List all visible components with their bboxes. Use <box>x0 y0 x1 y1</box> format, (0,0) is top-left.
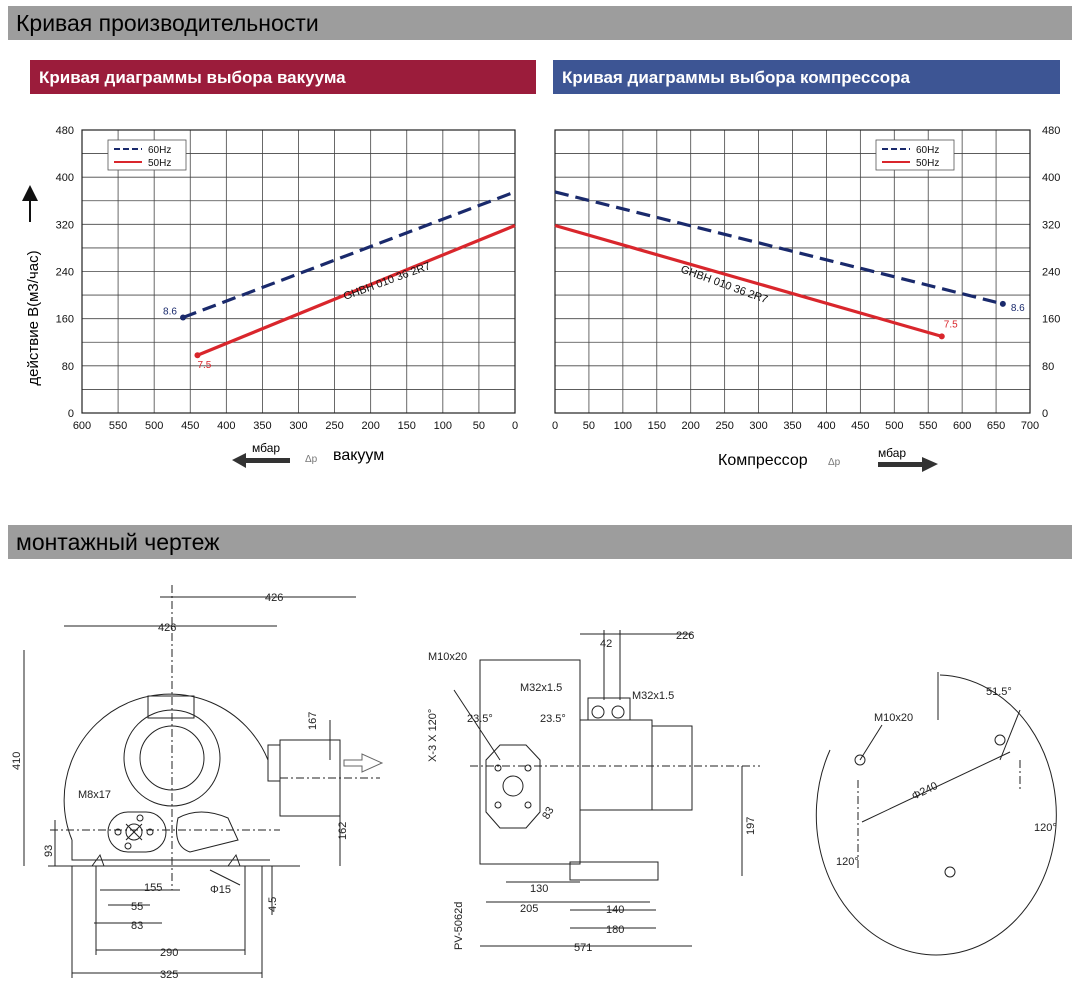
compressor-chart-title: Кривая диаграммы выбора компрессора <box>562 68 910 87</box>
compressor-x-tick: 600 <box>952 420 972 432</box>
front-dim-2: 426 <box>158 622 177 634</box>
vacuum-x-tick: 450 <box>181 420 200 432</box>
vacuum-end-label: 7.5 <box>197 360 212 372</box>
vacuum-endpoint-50Hz <box>194 352 200 358</box>
vacuum-end-label: 8.6 <box>163 306 177 318</box>
compressor-endpoint-50Hz <box>939 333 945 339</box>
compressor-x-tick: 500 <box>885 420 904 432</box>
compressor-delta-p: Δp <box>828 457 841 468</box>
compressor-end-label: 7.5 <box>943 319 958 331</box>
vacuum-legend-label: 60Hz <box>148 145 172 156</box>
vacuum-y-tick: 320 <box>55 219 74 232</box>
side-note-4: 23.5° <box>467 713 493 725</box>
front-dim-8: 55 <box>131 901 144 913</box>
compressor-y-tick: 400 <box>1042 172 1061 185</box>
compressor-y-tick: 80 <box>1042 360 1055 373</box>
side-dim-3: 197 <box>745 816 757 835</box>
vacuum-x-tick: 350 <box>253 420 272 432</box>
side-note-7: PV-5062d <box>453 901 465 950</box>
vacuum-x-tick: 200 <box>361 420 380 432</box>
flange-note-4: 120° <box>1034 822 1057 834</box>
front-dim-11: 325 <box>160 969 179 981</box>
side-dim-6: 140 <box>606 904 625 916</box>
compressor-x-tick: 300 <box>749 420 768 432</box>
compressor-x-tick: 250 <box>715 420 734 432</box>
vacuum-chart-title: Кривая диаграммы выбора вакуума <box>39 68 346 87</box>
flange-note-1: 51.5° <box>986 686 1012 698</box>
side-dim-5: 205 <box>520 903 539 915</box>
vacuum-x-tick: 50 <box>472 420 486 432</box>
vacuum-legend-label: 50Hz <box>148 158 172 169</box>
compressor-x-tick: 700 <box>1020 420 1040 432</box>
compressor-x-tick: 350 <box>783 420 802 432</box>
front-note-2: Φ15 <box>210 884 232 896</box>
compressor-x-tick: 550 <box>919 420 938 432</box>
vacuum-x-unit: мбар <box>252 441 281 455</box>
vacuum-y-tick: 480 <box>55 125 74 137</box>
vacuum-y-axis-label: действие В(м3/час) <box>25 250 42 386</box>
vacuum-x-tick: 0 <box>511 420 519 432</box>
compressor-x-tick: 450 <box>851 420 870 432</box>
compressor-legend-box <box>876 140 954 170</box>
front-dim-7: 155 <box>144 882 163 894</box>
vacuum-x-tick: 550 <box>108 420 128 432</box>
front-dim-10: 290 <box>160 947 179 959</box>
compressor-end-label: 8.6 <box>1010 302 1025 314</box>
side-dim-1: 42 <box>600 638 613 650</box>
vacuum-y-tick: 240 <box>55 266 74 279</box>
compressor-x-tick: 0 <box>551 420 559 432</box>
vacuum-x-tick: 500 <box>144 420 164 432</box>
vacuum-model-label: GHBH 010 36 2R7 <box>341 260 433 303</box>
vacuum-x-tick: 250 <box>325 420 344 432</box>
compressor-y-tick: 480 <box>1042 125 1061 137</box>
vacuum-endpoint-60Hz <box>180 314 186 320</box>
vacuum-y-tick: 0 <box>67 408 74 420</box>
vacuum-x-tick: 150 <box>397 420 416 432</box>
front-dim-1: 426 <box>265 592 284 604</box>
side-dim-8: 571 <box>574 942 593 954</box>
compressor-series-50Hz <box>555 226 942 337</box>
side-dim-7: 180 <box>606 924 625 936</box>
compressor-x-tick: 50 <box>582 420 596 432</box>
vacuum-x-tick: 600 <box>72 420 92 432</box>
vacuum-x-tick: 100 <box>433 420 453 432</box>
vacuum-x-tick: 300 <box>289 420 308 432</box>
compressor-y-tick: 320 <box>1042 219 1061 232</box>
front-dim-3: 410 <box>11 751 23 770</box>
flange-note-3: Φ240 <box>910 780 940 803</box>
side-note-3: M32x1.5 <box>632 690 675 702</box>
side-dim-2: 226 <box>676 630 695 642</box>
compressor-x-tick: 400 <box>817 420 836 432</box>
compressor-endpoint-60Hz <box>1000 301 1006 307</box>
flange-note-5: 120° <box>836 856 859 868</box>
front-dim-4: 167 <box>307 711 319 730</box>
compressor-x-unit: мбар <box>878 446 907 460</box>
vacuum-x-tick: 400 <box>217 420 236 432</box>
compressor-x-tick: 650 <box>986 420 1006 432</box>
vacuum-x-axis-label: вакуум <box>333 447 385 464</box>
side-note-6: X-3 X 120° <box>427 708 439 762</box>
side-dim-9: 83 <box>540 804 557 822</box>
compressor-y-tick: 0 <box>1042 408 1049 420</box>
vacuum-y-tick: 400 <box>55 172 74 185</box>
compressor-x-tick: 200 <box>681 420 700 432</box>
front-dim-9: 83 <box>131 920 144 932</box>
performance-section-title: Кривая производительности <box>16 10 319 36</box>
front-dim-6: 93 <box>43 844 55 857</box>
compressor-x-tick: 150 <box>647 420 666 432</box>
left-arrow-icon <box>232 453 290 468</box>
front-dim-12: 4.5 <box>267 896 279 912</box>
vacuum-legend-box <box>108 140 186 170</box>
compressor-legend-label: 50Hz <box>916 158 940 169</box>
compressor-x-tick: 100 <box>613 420 633 432</box>
side-dim-4: 130 <box>530 883 549 895</box>
compressor-legend-label: 60Hz <box>916 145 940 156</box>
vacuum-y-tick: 80 <box>61 360 74 373</box>
compressor-y-tick: 160 <box>1042 313 1061 326</box>
side-note-5: 23.5° <box>540 713 566 725</box>
compressor-y-tick: 240 <box>1042 266 1061 279</box>
flange-note-2: M10x20 <box>874 712 914 724</box>
side-note-2: M32x1.5 <box>520 682 563 694</box>
mounting-section-title: монтажный чертеж <box>16 529 220 555</box>
vacuum-y-tick: 160 <box>55 313 74 326</box>
compressor-x-axis-label: Компрессор <box>718 452 808 469</box>
front-note-1: M8x17 <box>78 789 112 801</box>
vacuum-delta-p: Δp <box>305 454 318 465</box>
front-dim-5: 162 <box>337 821 349 840</box>
side-note-1: M10x20 <box>428 651 468 663</box>
compressor-model-label: GHBH 010 36 2R7 <box>678 263 770 307</box>
